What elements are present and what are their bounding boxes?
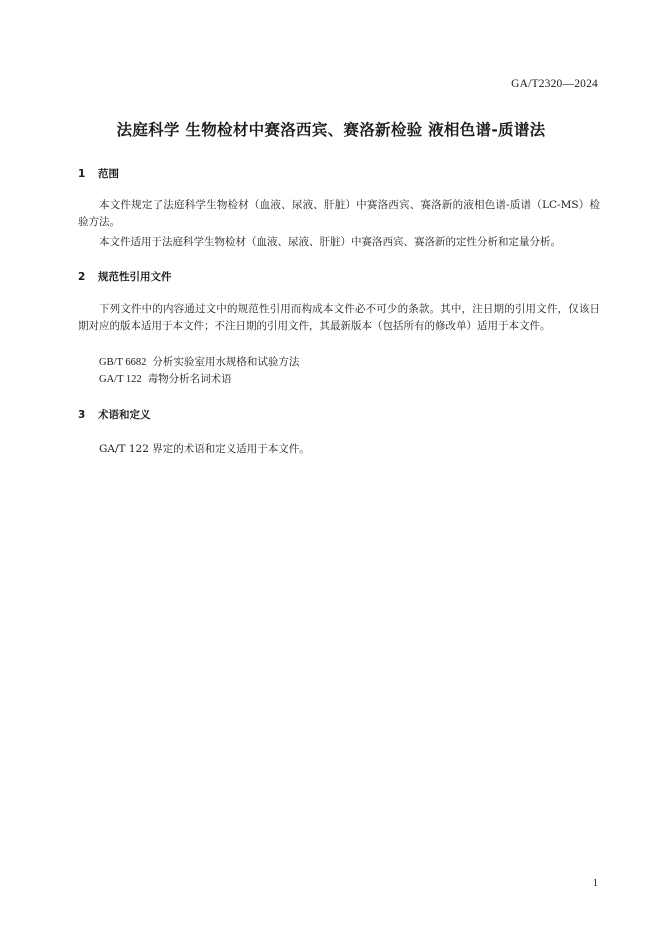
document-title: 法庭科学 生物检材中赛洛西宾、赛洛新检验 液相色谱-质谱法 bbox=[116, 121, 546, 139]
section-1-title: 范围 bbox=[98, 168, 119, 180]
section-1-heading bbox=[78, 166, 119, 181]
section-3-number: 3 bbox=[78, 409, 86, 421]
scope-paragraph-1: 本文件规定了法庭科学生物检材（血液、尿液、肝脏）中赛洛西宾、赛洛新的液相色谱-质谱（LC-MS）检验方法。 bbox=[78, 199, 600, 228]
page-number: 1 bbox=[592, 878, 598, 889]
reference-code: GB/T 6682 bbox=[99, 357, 147, 368]
scope-paragraph-2: 本文件适用于法庭科学生物检材（血液、尿液、肝脏）中赛洛西宾、赛洛新的定性分析和定量分析。 bbox=[99, 236, 561, 248]
section-2-heading bbox=[78, 269, 172, 284]
section-2-number: 2 bbox=[78, 271, 86, 283]
standard-code: GA/T2320—2024 bbox=[511, 78, 598, 90]
section-1-number: 1 bbox=[78, 168, 86, 180]
reference-title: 分析实验室用水规格和试验方法 bbox=[152, 356, 300, 368]
normative-refs-intro: 下列文件中的内容通过文中的规范性引用而构成本文件必不可少的条款。其中，注日期的引用文件，仅该日期对应的版本适用于本文件；不注日期的引用文件，其最新版本（包括所有的修改单）适用于本文件。 bbox=[78, 303, 600, 332]
reference-code: GA/T 122 bbox=[99, 374, 142, 385]
section-3-title: 术语和定义 bbox=[98, 409, 151, 421]
reference-item bbox=[99, 371, 232, 388]
terms-paragraph: GA/T 122 界定的术语和定义适用于本文件。 bbox=[99, 443, 310, 455]
section-2-title: 规范性引用文件 bbox=[98, 271, 172, 283]
reference-item bbox=[99, 354, 299, 371]
reference-title: 毒物分析名词术语 bbox=[147, 373, 232, 385]
section-3-heading bbox=[78, 407, 151, 422]
